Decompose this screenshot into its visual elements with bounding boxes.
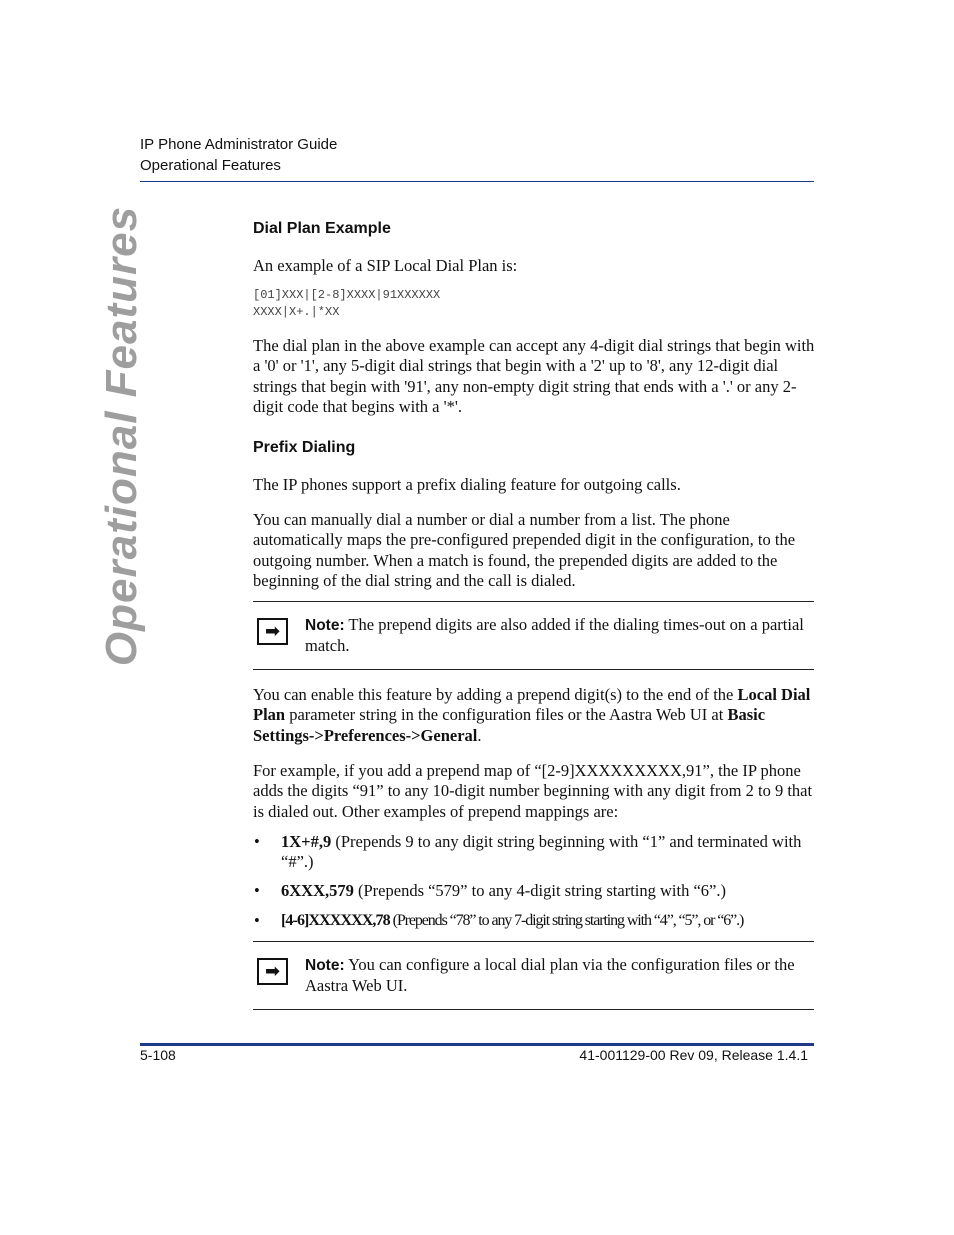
parameter-name: Local Dial Plan	[253, 685, 811, 725]
bullet-desc: (Prepends “78” to any 7-digit string starting with “4”, “5”, or “6”.)	[389, 912, 744, 929]
bullet-item	[281, 881, 814, 901]
bullet-item	[281, 911, 814, 931]
dial-plan-intro: An example of a SIP Local Dial Plan is:	[253, 256, 518, 275]
bullet-marker: •	[254, 881, 260, 900]
note-text: The prepend digits are also added if the dialing times-out on a partial match.	[305, 615, 804, 656]
text-run: You can enable this feature by adding a prepend digit(s) to the end of the	[253, 685, 738, 704]
dial-plan-description: The dial plan in the above example can accept any 4-digit dial strings that begin with a '0' or '1', any 5-digit dial strings that begin with a '2' up to '8', any 12-digit dial strings that begin with '91', any non-empty digit string that ends with a '.' or any 2-digit code that begins with a '*'.	[253, 336, 815, 416]
running-header-section: Operational Features	[140, 157, 281, 174]
bullet-item	[281, 832, 814, 873]
note-prepend-timeout	[305, 615, 805, 657]
bullet-desc: (Prepends “579” to any 4-digit string starting with “6”.)	[353, 881, 726, 900]
note-top-rule	[253, 601, 814, 602]
text-run: parameter string in the configuration files or the Aastra Web UI at	[285, 705, 728, 725]
code-line: XXXX|X+.|*XX	[253, 305, 340, 319]
arrow-right-icon: ➡	[257, 618, 288, 645]
bullet-code: 1X+#,9	[281, 832, 332, 851]
prefix-explanation: You can manually dial a number or dial a number from a list. The phone automatically maps the pre-configured prepended digit in the configuration, to the outgoing number. When a match is found, the prepended digits are added to the beginning of the dial string and the call is dialed.	[253, 510, 796, 590]
note-bottom-rule	[253, 1009, 814, 1010]
bullet-marker: •	[254, 832, 260, 851]
example-paragraph: For example, if you add a prepend map of “[2-9]XXXXXXXXX,91”, the IP phone adds the digits “91” to any 10-digit number beginning with any digit from 2 to 9 that is dialed out. Other examples of prepend mappings are:	[253, 761, 813, 821]
code-line: [01]XXX|[2-8]XXXX|91XXXXXX	[253, 288, 441, 302]
bullet-desc: (Prepends 9 to any digit string beginning with “1” and terminated with “#”.)	[281, 832, 802, 872]
side-chapter-title: Operational Features	[97, 205, 146, 667]
menu-path: Basic Settings->Preferences->General	[253, 705, 766, 745]
heading-dial-plan-example: Dial Plan Example	[253, 220, 391, 237]
text-run: .	[477, 725, 482, 745]
note-text: You can configure a local dial plan via the configuration files or the Aastra Web UI.	[305, 955, 795, 996]
note-bottom-rule	[253, 669, 814, 670]
bullet-code: [4-6]XXXXXX,78	[281, 912, 390, 929]
bullet-marker: •	[254, 911, 260, 930]
document-revision: 41-001129-00 Rev 09, Release 1.4.1	[579, 1047, 808, 1063]
running-header-title: IP Phone Administrator Guide	[140, 136, 338, 153]
header-rule	[140, 181, 814, 182]
note-local-dial-plan	[305, 955, 805, 997]
dial-plan-code	[253, 287, 440, 321]
note-label: Note:	[305, 617, 345, 634]
arrow-right-icon: ➡	[257, 958, 288, 985]
page-number: 5-108	[140, 1047, 176, 1063]
bullet-code: 6XXX,579	[281, 881, 354, 900]
note-label: Note:	[305, 957, 345, 974]
prefix-intro: The IP phones support a prefix dialing feature for outgoing calls.	[253, 475, 681, 494]
footer-rule	[140, 1043, 814, 1046]
note-top-rule	[253, 941, 814, 942]
enable-feature-paragraph	[253, 685, 815, 746]
heading-prefix-dialing: Prefix Dialing	[253, 439, 356, 456]
